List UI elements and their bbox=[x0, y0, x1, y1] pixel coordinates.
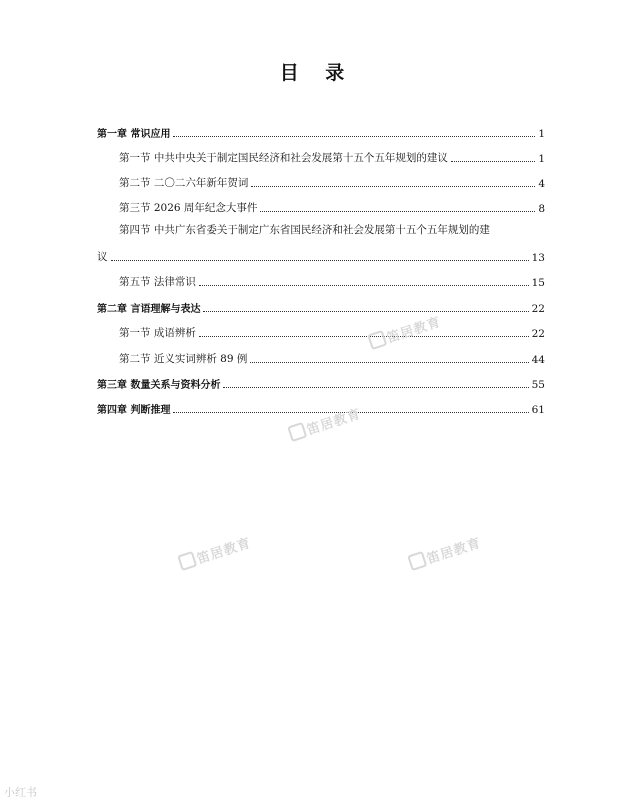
watermark: 笛居教育 bbox=[407, 532, 483, 573]
toc-page: 1 bbox=[538, 153, 545, 165]
leader-dots bbox=[199, 284, 529, 286]
toc-label: 第五节 法律常识 bbox=[119, 276, 196, 288]
toc-section-1-4[interactable] bbox=[97, 248, 545, 264]
toc-page: 13 bbox=[531, 252, 545, 264]
toc-label: 第三节 2026 周年纪念大事件 bbox=[119, 202, 258, 214]
toc-label: 第二节 二〇二六年新年贺词 bbox=[119, 177, 249, 189]
leader-dots bbox=[451, 160, 535, 162]
toc-label: 第四章 判断推理 bbox=[97, 405, 171, 416]
watermark: 笛居教育 bbox=[287, 403, 363, 444]
toc-label: 第一章 常识应用 bbox=[97, 129, 171, 140]
leader-dots bbox=[223, 386, 528, 388]
toc-section-1-4-line1[interactable]: 第四节 中共广东省委关于制定广东省国民经济和社会发展第十五个五年规划的建 bbox=[119, 224, 490, 236]
toc-section-1-2[interactable] bbox=[97, 174, 545, 190]
toc-page: 61 bbox=[531, 404, 545, 416]
toc-label: 第二章 言语理解与表达 bbox=[97, 304, 201, 315]
toc-label: 第一节 中共中央关于制定国民经济和社会发展第十五个五年规划的建议 bbox=[119, 152, 448, 164]
leader-dots bbox=[111, 259, 529, 261]
leader-dots bbox=[173, 135, 535, 137]
toc-label: 第三章 数量关系与资料分析 bbox=[97, 380, 221, 391]
leader-dots bbox=[251, 185, 535, 187]
toc-label: 第二节 近义实词辨析 89 例 bbox=[119, 353, 248, 365]
watermark-logo-icon bbox=[407, 551, 427, 571]
toc-chapter-1[interactable] bbox=[97, 124, 545, 140]
leader-dots bbox=[199, 335, 529, 337]
toc-page: 55 bbox=[531, 379, 545, 391]
toc-section-2-2[interactable] bbox=[97, 350, 545, 366]
toc-page: 4 bbox=[538, 178, 545, 190]
toc-section-1-1[interactable] bbox=[97, 149, 545, 165]
footer-watermark: 小红书 bbox=[4, 786, 37, 799]
toc-label: 第一节 成语辨析 bbox=[119, 327, 196, 339]
toc-page: 44 bbox=[531, 354, 545, 366]
toc-chapter-3[interactable] bbox=[97, 375, 545, 391]
toc-chapter-2[interactable] bbox=[97, 299, 545, 315]
toc-page: 15 bbox=[531, 277, 545, 289]
toc-section-2-1[interactable] bbox=[97, 324, 545, 340]
watermark: 笛居教育 bbox=[367, 311, 443, 352]
page-title: 目 录 bbox=[279, 62, 355, 84]
toc-label: 议 bbox=[97, 251, 108, 263]
watermark: 笛居教育 bbox=[177, 532, 253, 573]
leader-dots bbox=[250, 361, 528, 363]
toc-section-1-3[interactable] bbox=[97, 199, 545, 215]
watermark-logo-icon bbox=[177, 551, 197, 571]
toc-page: 22 bbox=[531, 328, 545, 340]
watermark-logo-icon bbox=[287, 422, 307, 442]
toc-page: 22 bbox=[531, 303, 545, 315]
toc-page: 8 bbox=[538, 203, 545, 215]
toc-page: 1 bbox=[538, 128, 545, 140]
toc-section-1-5[interactable] bbox=[97, 273, 545, 289]
watermark-logo-icon bbox=[367, 330, 387, 350]
leader-dots bbox=[203, 310, 528, 312]
leader-dots bbox=[260, 210, 535, 212]
